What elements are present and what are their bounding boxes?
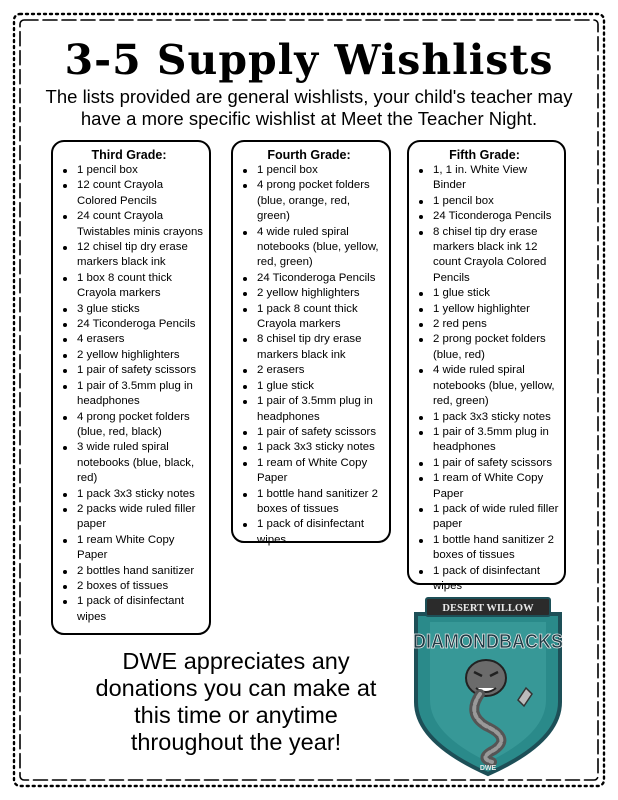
list-heading: Third Grade: (91, 148, 167, 162)
list-item: 12 count Crayola Colored Pencils (77, 178, 205, 209)
list-item: 1 yellow highlighter (433, 302, 560, 317)
list-item: 1 pack 8 count thick Crayola markers (257, 302, 385, 333)
supply-list (53, 163, 205, 625)
list-item: 2 prong pocket folders (blue, red) (433, 332, 560, 363)
list-item: 1 pencil box (257, 163, 385, 178)
list-item: 1 pack 3x3 sticky notes (77, 487, 205, 502)
list-item: 4 wide ruled spiral notebooks (blue, yellow, red, green) (433, 363, 560, 409)
donation-message: DWE appreciates any donations you can make at this time or anytime throughout the year! (95, 648, 377, 755)
logo-bottom-text: DWE (479, 765, 497, 772)
list-item: 1 ream of White Copy Paper (433, 471, 560, 502)
list-item: 1 pencil box (77, 163, 205, 178)
list-item: 3 wide ruled spiral notebooks (blue, black, red) (77, 440, 205, 486)
list-item: 24 count Crayola Twistables minis crayons (77, 209, 205, 240)
list-item: 2 erasers (257, 363, 385, 378)
list-item: 4 prong pocket folders (blue, red, black) (77, 410, 205, 441)
list-heading: Fifth Grade: (449, 148, 520, 162)
list-item: 24 Ticonderoga Pencils (77, 317, 205, 332)
list-item: 24 Ticonderoga Pencils (257, 271, 385, 286)
supply-list (233, 163, 385, 548)
list-item: 2 yellow highlighters (257, 286, 385, 301)
supply-list (409, 163, 560, 594)
list-item: 1 glue stick (257, 379, 385, 394)
list-item: 12 chisel tip dry erase markers black ink (77, 240, 205, 271)
list-item: 1 pair of safety scissors (433, 456, 560, 471)
list-item: 8 chisel tip dry erase markers black ink 12 count Crayola Colored Pencils (433, 225, 560, 287)
list-item: 2 yellow highlighters (77, 348, 205, 363)
list-item: 1 bottle hand sanitizer 2 boxes of tissues (433, 533, 560, 564)
logo-top-text: DESERT WILLOW (442, 603, 534, 614)
list-item: 1 pack of wide ruled filler paper (433, 502, 560, 533)
list-item: 1 pack 3x3 sticky notes (433, 410, 560, 425)
list-item: 2 red pens (433, 317, 560, 332)
list-item: 1 ream White Copy Paper (77, 533, 205, 564)
list-item: 4 wide ruled spiral notebooks (blue, yellow, red, green) (257, 225, 385, 271)
fourth-grade-list (231, 140, 391, 546)
list-item: 4 prong pocket folders (blue, orange, red, green) (257, 178, 385, 224)
list-item: 1 pair of safety scissors (77, 363, 205, 378)
list-item: 2 packs wide ruled filler paper (77, 502, 205, 533)
list-item: 1 bottle hand sanitizer 2 boxes of tissues (257, 487, 385, 518)
list-item: 1 pair of 3.5mm plug in headphones (77, 379, 205, 410)
list-item: 1 pack 3x3 sticky notes (257, 440, 385, 455)
diamondbacks-logo (408, 592, 568, 777)
list-item: 8 chisel tip dry erase markers black ink (257, 332, 385, 363)
list-item: 2 boxes of tissues (77, 579, 205, 594)
logo-main-text: DIAMONDBACKS (413, 631, 563, 653)
page-subtitle: The lists provided are general wishlists, your child's teacher may have a more specific wishlist at Meet the Teacher Night. (45, 86, 573, 129)
list-item: 1 pack of disinfectant wipes (77, 594, 205, 625)
list-item: 1 pair of 3.5mm plug in headphones (433, 425, 560, 456)
list-item: 3 glue sticks (77, 302, 205, 317)
third-grade-list (51, 140, 211, 635)
list-item: 1 pack of disinfectant wipes (433, 564, 560, 595)
list-item: 24 Ticonderoga Pencils (433, 209, 560, 224)
list-item: 1 glue stick (433, 286, 560, 301)
list-item: 1 pair of safety scissors (257, 425, 385, 440)
list-heading: Fourth Grade: (267, 148, 351, 162)
list-item: 2 bottles hand sanitizer (77, 564, 205, 579)
list-item: 1 box 8 count thick Crayola markers (77, 271, 205, 302)
page-title: 3-5 Supply Wishlists (64, 36, 554, 84)
fifth-grade-list (407, 140, 566, 592)
list-item: 1 pair of 3.5mm plug in headphones (257, 394, 385, 425)
list-item: 1 pencil box (433, 194, 560, 209)
list-item: 4 erasers (77, 332, 205, 347)
list-item: 1, 1 in. White View Binder (433, 163, 560, 194)
list-item: 1 ream of White Copy Paper (257, 456, 385, 487)
list-item: 1 pack of disinfectant wipes (257, 517, 385, 548)
